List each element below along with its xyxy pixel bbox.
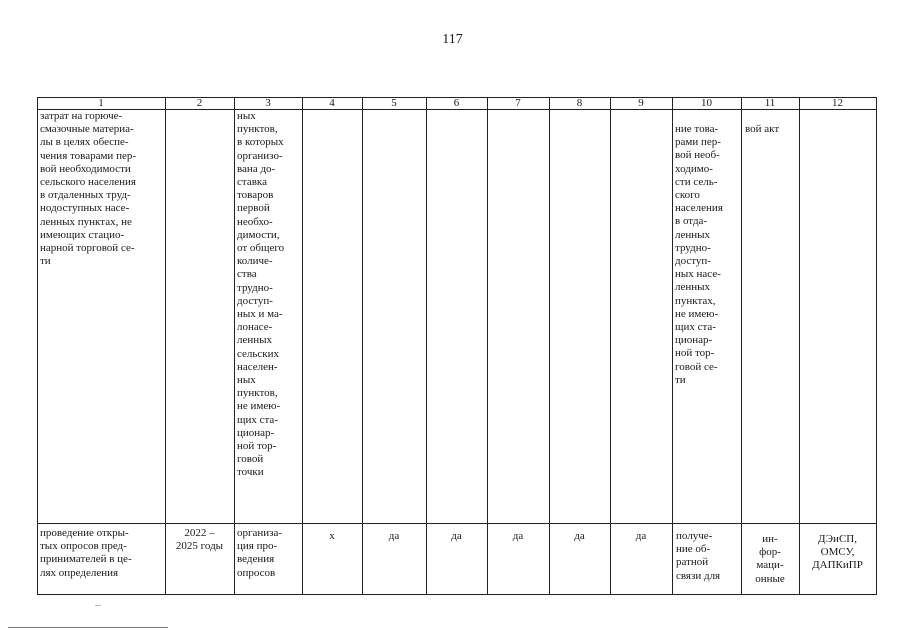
column-number-7: 7 [515, 97, 521, 109]
page-number: 117 [442, 32, 463, 47]
row-divider [37, 523, 877, 524]
column-number-11: 11 [764, 97, 776, 109]
column-number-4: 4 [329, 97, 335, 109]
column-number-9: 9 [638, 97, 644, 109]
table-bottom-border [37, 594, 877, 595]
row2-col2-cell: 2022 – 2025 годы [175, 527, 224, 553]
scan-mark [95, 605, 101, 606]
row2-col9-cell: да [635, 530, 647, 542]
row1-col10-cell: ние това- рами пер- вой необ- ходимо- сти сель- ского населения в отда- ленных трудно- доступ- ных насе- ленных пунктах, не имею- щих ста- ционар- ной тор- говой се- ти [675, 123, 723, 386]
column-border [362, 97, 363, 595]
column-border [165, 97, 166, 595]
row2-col5-cell: да [388, 530, 400, 542]
row2-col12-cell: ДЭиСП, ОМСУ, ДАПКиПР [812, 533, 863, 572]
column-border [487, 97, 488, 595]
row1-col11-cell: вой акт [745, 123, 780, 135]
column-number-8: 8 [576, 97, 583, 109]
row1-col3-cell: ных пунктов, в которых организо- вана до- ставка товаров первой необхо- димости, от общего количе- ства трудно- доступ- ных и ма- лонасе- ленных сельских населен- ных пунктов, не имею- щих ста- ционар- ной тор- говой точки [237, 110, 285, 479]
column-number-3: 3 [265, 97, 271, 109]
column-border [799, 97, 800, 595]
footnote-rule [8, 627, 168, 628]
column-border [741, 97, 742, 595]
row2-col3-cell: организа- ция про- ведения опросов [237, 527, 283, 579]
column-number-2: 2 [196, 97, 203, 109]
column-border [234, 97, 235, 595]
column-border [426, 97, 427, 595]
column-border [37, 97, 38, 595]
column-number-6: 6 [453, 97, 460, 109]
column-number-10: 10 [701, 97, 712, 109]
column-number-5: 5 [391, 97, 397, 109]
column-border [610, 97, 611, 595]
row2-col7-cell: да [512, 530, 524, 542]
column-border [302, 97, 303, 595]
row1-col1-cell: затрат на горюче- смазочные материа- лы в целях обеспе- чения товарами пер- вой необходимости сельского населения в отдаленных труд- нодоступных насе- ленных пунктах, не имеющих стацио- нарной торговой се- ти [40, 110, 137, 268]
column-border [672, 97, 673, 595]
data-table [37, 97, 877, 595]
column-number-1: 1 [98, 97, 104, 109]
row2-col6-cell: да [451, 530, 462, 542]
column-border [549, 97, 550, 595]
row2-col4-cell: х [329, 530, 335, 542]
row2-col1-cell: проведение откры- тых опросов пред- принимателей в це- лях определения [40, 527, 132, 579]
column-border [876, 97, 877, 595]
column-number-12: 12 [832, 97, 843, 109]
row2-col11-cell: ин- фор- маци- онные [755, 533, 785, 585]
row2-col10-cell: получе- ние об- ратной связи для [676, 530, 721, 582]
row2-col8-cell: да [574, 530, 585, 542]
